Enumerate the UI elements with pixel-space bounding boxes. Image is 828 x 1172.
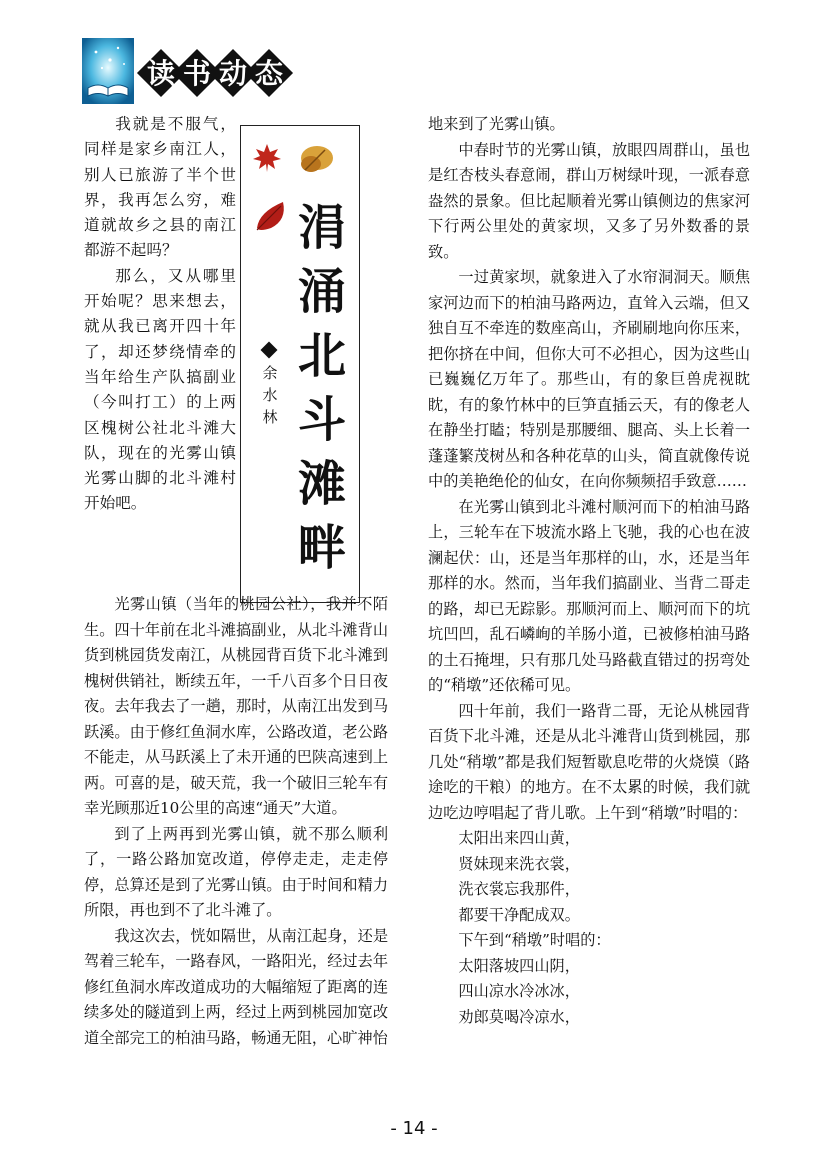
maple-leaf-icon [251,142,283,178]
section-char: 态 [254,57,283,90]
article-column-right [428,112,750,1030]
article-paragraph: 我就是不服气，同样是家乡南江人，别人已旅游了半个世界，我再怎么穷，难道就故乡之县的南江都游不起吗？ [84,115,236,260]
author-diamond-icon [261,342,278,359]
section-char: 书 [182,57,211,90]
poem-line: 劝郎莫喝冷凉水， [458,1007,580,1026]
section-char: 动 [218,57,247,90]
title-char: 畔 [297,520,346,576]
article-paragraph: 四十年前，我们一路背二哥，无论从桃园背百货下北斗滩，还是从北斗滩背山货到桃园，那几处“稍墩”都是我们短暂歇息吃带的火烧馍（路途吃的干粮）的地方。在不太累的时候，我们就边吃边哼唱起了背儿歌。上午到“稍墩”时唱的： [428,701,750,822]
title-char: 滩 [297,456,346,512]
article-column-left-bottom [84,592,388,1051]
article-paragraph: 到了上两再到光雾山镇，就不那么顺利了，一路公路加宽改道，停停走走，走走停停，总算还是到了光雾山镇。由于时间和精力所限，再也到不了北斗滩了。 [84,824,388,919]
title-char: 北 [297,328,346,384]
title-box [240,125,360,603]
article-paragraph: 中春时节的光雾山镇，放眼四周群山，虽也是红杏枝头春意闹，群山万树绿叶现，一派春意盎然的景象。但比起顺着光雾山镇侧边的焦家河下行两公里处的黄家坝，又多了另外数番的景致。 [428,140,750,261]
article-paragraph: 那么，又从哪里开始呢？思来想去，就从我已离开四十年了，却还梦绕情牵的当年给生产队搞副业（今叫打工）的上两区槐树公社北斗滩大队，现在的光雾山镇光雾山脚的北斗滩村开始吧。 [84,266,236,513]
article-paragraph: 在光雾山镇到北斗滩村顺河而下的柏油马路上，三轮车在下坡流水路上飞驰，我的心也在波澜起伏：山，还是当年那样的山，水，还是当年那样的水。然而，当年我们搞副业、当背二哥走的路，却已无踪影。那顺河而上、顺河而下的坑坑凹凹，乱石嶙峋的羊肠小道，已被修柏油马路的土石掩埋，只有那几处马路截直错过的拐弯处的“稍墩”还依稀可见。 [428,497,750,694]
title-char: 斗 [297,392,346,448]
section-char: 读 [146,57,175,90]
poem-line: 四山凉水冷冰冰， [458,982,580,1000]
poem-line: 都要干净配成双。 [458,905,580,924]
author-char: 余 [262,364,278,382]
page-number: - 14 - [390,1118,438,1139]
book-light-icon [82,38,134,104]
red-leaf-icon [253,198,289,238]
author-char: 水 [262,386,278,404]
title-char: 涓 [297,200,346,256]
poem-line: 下午到“稍墩”时唱的： [458,931,611,949]
poem-line: 太阳出来四山黄， [458,829,580,847]
poem-line: 太阳落坡四山阴， [458,956,580,975]
autumn-leaf-icon [295,140,339,184]
author-char: 林 [262,408,278,426]
title-char: 涌 [297,264,346,320]
article-paragraph: 我这次去，恍如隔世，从南江起身，还是驾着三轮车，一路春风，一路阳光，经过去年修红鱼洞水库改道成功的大幅缩短了距离的连续多处的隧道到上两，经过上两到桃园加宽改道全部完工的柏油马路，畅通无阻，心旷神怡 [84,926,388,1047]
article-paragraph: 一过黄家坝，就象进入了水帘洞洞天。顺焦家河边而下的柏油马路两边，直耸入云端，但又独自互不牵连的数座高山，齐刷刷地向你压来，把你挤在中间，但你大可不必担心，因为这些山已巍巍亿万年了。那些山，有的象巨兽虎视眈眈，有的象竹林中的巨笋直插云天，有的像老人在静坐打瞌；特别是那腰细、腿高、头上长着一蓬蓬繁茂树丛和各种花草的山头，简直就像传说中的美艳绝伦的仙女，在向你频频招手致意…… [428,268,750,490]
article-paragraph: 光雾山镇（当年的桃园公社），我并不陌生。四十年前在北斗滩搞副业，从北斗滩背山货到桃园货发南江，从桃园背百货下北斗滩到槐树供销社，断续五年，一千八百多个日日夜夜。去年我去了一趟，那时，从南江出发到马跃溪。由于修红鱼洞水库，公路改道，老公路不能走，从马跃溪上了未开通的巴陕高速到上两。可喜的是，破天荒，我一个破旧三轮车有幸光顾那近10公里的高速“通天”大道。 [84,595,388,817]
poem-line: 洗衣裳忘我那件， [458,880,580,898]
article-column-left-top [84,112,236,517]
poem-line: 贤妹现来洗衣裳， [458,854,580,873]
article-paragraph: 地来到了光雾山镇。 [428,115,565,133]
